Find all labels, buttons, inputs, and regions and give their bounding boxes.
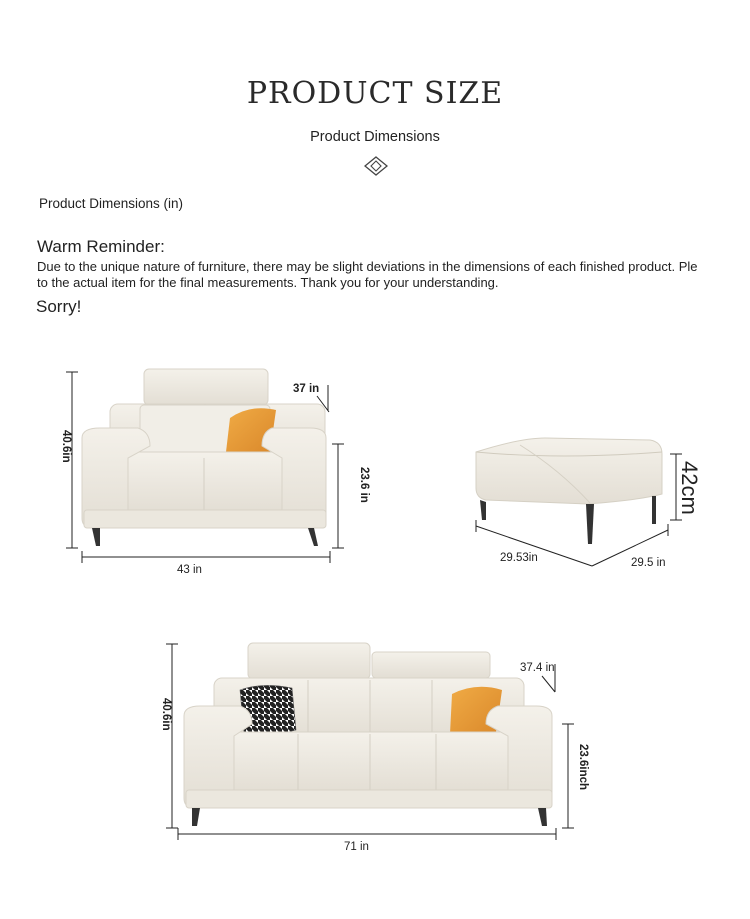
armchair-depth-label: 37 in [293, 383, 320, 395]
page-subtitle: Product Dimensions [310, 129, 440, 145]
section-label: Product Dimensions (in) [39, 196, 184, 211]
ottoman-depth-label: 29.5 in [631, 557, 666, 569]
sofa-depth-label: 37.4 in [520, 662, 555, 674]
armchair-seat-height-label: 23.6 in [358, 467, 370, 503]
armchair-figure [60, 369, 370, 576]
ottoman-width-label: 29.53in [500, 552, 538, 564]
sofa-seat-height-label: 23.6inch [577, 744, 589, 791]
reminder-line-1: Due to the unique nature of furniture, there may be slight deviations in the dimensions of each finished product. Ple [37, 259, 698, 274]
reminder-heading: Warm Reminder: [37, 237, 165, 256]
sofa-width-label: 71 in [344, 841, 369, 853]
reminder-line-2: to the actual item for the final measurements. Thank you for your understanding. [37, 275, 499, 290]
ottoman-figure [476, 438, 702, 569]
sofa-figure [160, 643, 589, 853]
sofa-height-label: 40.6in [160, 698, 172, 731]
ottoman-height-label: 42cm [677, 461, 702, 515]
page-title: PRODUCT SIZE [246, 76, 504, 111]
armchair-height-label: 40.6in [60, 430, 72, 463]
armchair-width-label: 43 in [177, 564, 202, 576]
reminder-apology: Sorry! [36, 297, 82, 316]
